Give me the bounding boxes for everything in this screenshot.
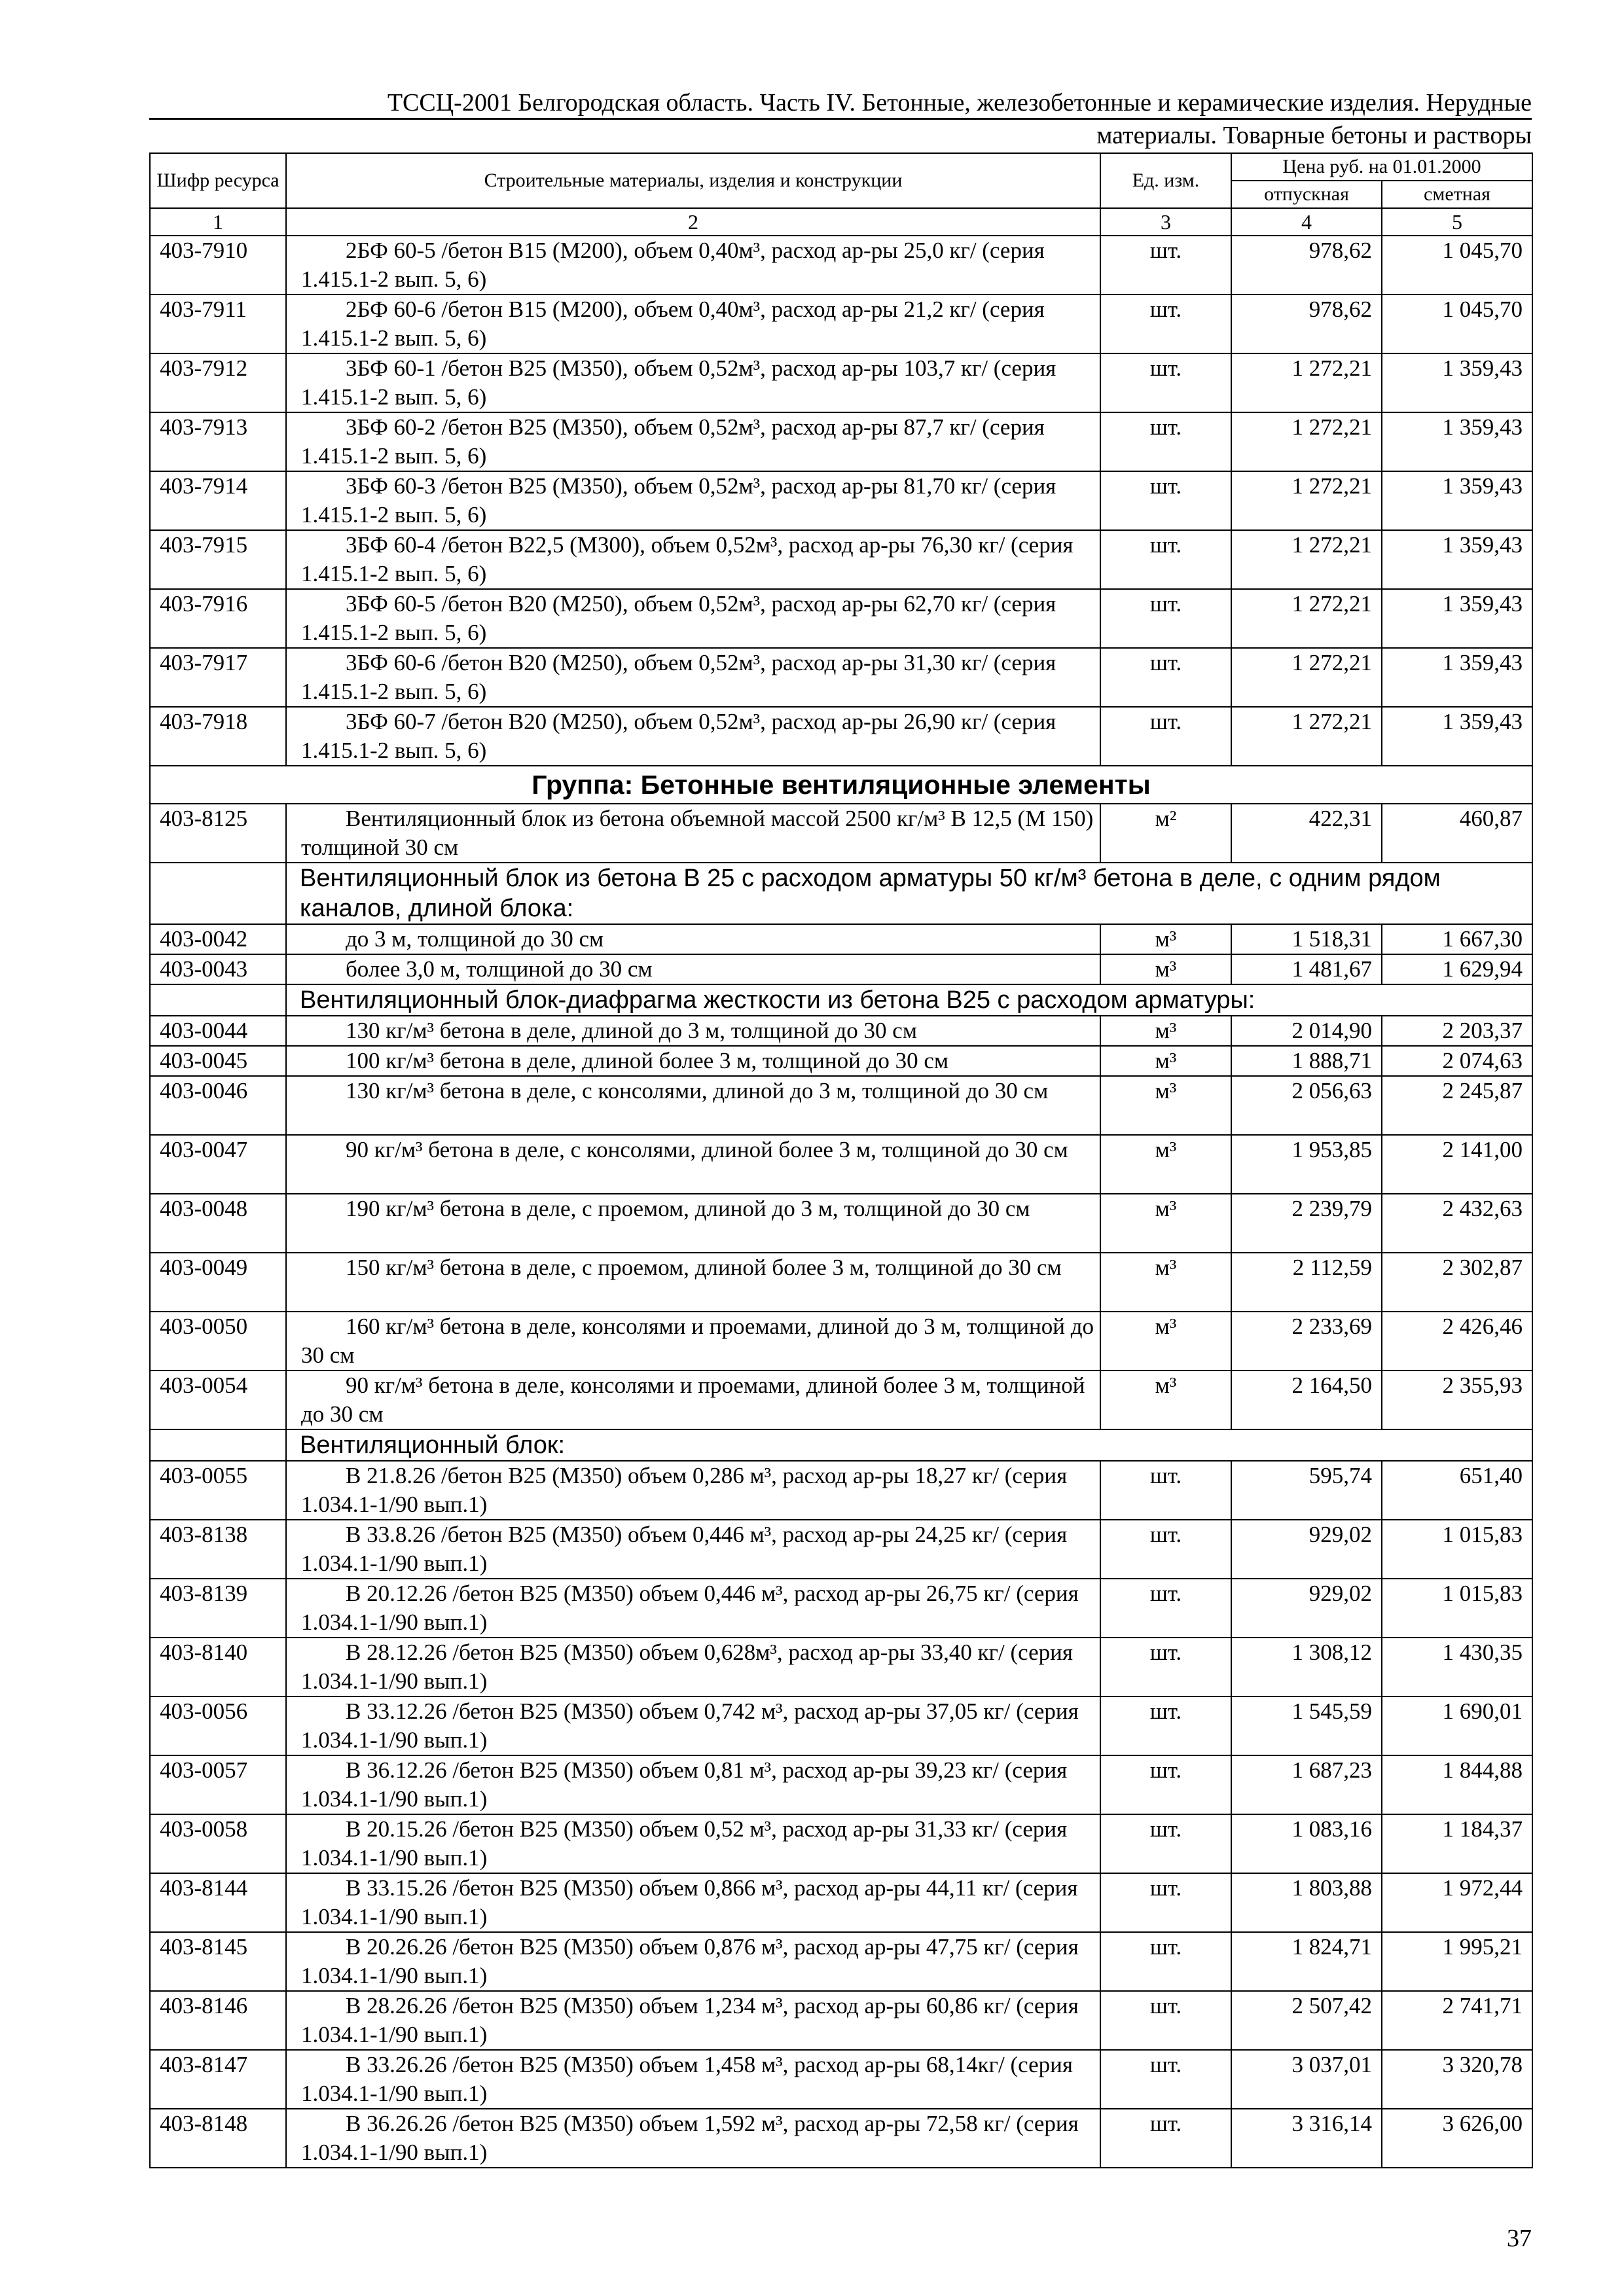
cell-estimate-price: 1 015,83 <box>1382 1520 1532 1579</box>
cell-unit: м² <box>1100 804 1231 863</box>
cell-code: 403-7916 <box>150 589 286 648</box>
col-header-release: отпускная <box>1231 181 1382 208</box>
cell-name: 3БФ 60-6 /бетон В20 (М250), объем 0,52м³, расход ар-ры 31,30 кг/ (серия 1.415.1-2 вып. 5, 6) <box>286 648 1100 707</box>
table-row <box>150 295 1532 353</box>
cell-unit: шт. <box>1100 1579 1231 1638</box>
cell-estimate-price: 1 690,01 <box>1382 1696 1532 1755</box>
cell-name: 90 кг/м³ бетона в деле, консолями и проемами, длиной более 3 м, толщиной до 30 см <box>286 1371 1100 1429</box>
table-row <box>150 1755 1532 1814</box>
cell-estimate-price: 2 245,87 <box>1382 1076 1532 1135</box>
cell-estimate-price: 1 359,43 <box>1382 353 1532 412</box>
cell-estimate-price: 1 995,21 <box>1382 1932 1532 1991</box>
cell-estimate-price: 2 426,46 <box>1382 1312 1532 1371</box>
cell-code: 403-7911 <box>150 295 286 353</box>
cell-unit: м³ <box>1100 1371 1231 1429</box>
table-row <box>150 2109 1532 2168</box>
cell-code: 403-8138 <box>150 1520 286 1579</box>
cell-unit: шт. <box>1100 1755 1231 1814</box>
cell-release-price: 1 687,23 <box>1231 1755 1382 1814</box>
cell-name: В 20.12.26 /бетон В25 (М350) объем 0,446 м³, расход ар-ры 26,75 кг/ (серия 1.034.1-1/90 вып.1) <box>286 1579 1100 1638</box>
subgroup-row <box>150 1429 1532 1461</box>
cell-release-price: 1 272,21 <box>1231 412 1382 471</box>
cell-release-price: 3 316,14 <box>1231 2109 1382 2168</box>
cell-unit: шт. <box>1100 1873 1231 1932</box>
cell-unit: шт. <box>1100 648 1231 707</box>
table-row <box>150 2050 1532 2109</box>
cell-code: 403-8148 <box>150 2109 286 2168</box>
subgroup-row <box>150 863 1532 924</box>
table-row <box>150 1016 1532 1046</box>
cell-release-price: 1 272,21 <box>1231 471 1382 530</box>
cell-estimate-price: 1 972,44 <box>1382 1873 1532 1932</box>
cell-code: 403-7912 <box>150 353 286 412</box>
cell-estimate-price: 651,40 <box>1382 1461 1532 1520</box>
cell-unit: шт. <box>1100 1520 1231 1579</box>
cell-name: 130 кг/м³ бетона в деле, длиной до 3 м, толщиной до 30 см <box>286 1016 1100 1046</box>
table-row <box>150 1194 1532 1253</box>
table-row <box>150 954 1532 984</box>
cell-code: 403-0046 <box>150 1076 286 1135</box>
subgroup-title: Вентиляционный блок из бетона В 25 с расходом арматуры 50 кг/м³ бетона в деле, с одним рядом каналов, длиной блока: <box>286 863 1532 924</box>
cell-release-price: 422,31 <box>1231 804 1382 863</box>
cell-release-price: 1 803,88 <box>1231 1873 1382 1932</box>
cell-release-price: 1 272,21 <box>1231 353 1382 412</box>
cell-code: 403-0048 <box>150 1194 286 1253</box>
cell-name: 2БФ 60-6 /бетон В15 (М200), объем 0,40м³, расход ар-ры 21,2 кг/ (серия 1.415.1-2 вып. 5, 6) <box>286 295 1100 353</box>
cell-release-price: 1 308,12 <box>1231 1638 1382 1696</box>
cell-unit: шт. <box>1100 707 1231 766</box>
col-header-name: Строительные материалы, изделия и конструкции <box>286 153 1100 208</box>
cell-name: 3БФ 60-2 /бетон В25 (М350), объем 0,52м³, расход ар-ры 87,7 кг/ (серия 1.415.1-2 вып. 5, 6) <box>286 412 1100 471</box>
cell-estimate-price: 2 355,93 <box>1382 1371 1532 1429</box>
cell-unit: шт. <box>1100 412 1231 471</box>
cell-estimate-price: 3 626,00 <box>1382 2109 1532 2168</box>
table-row <box>150 1696 1532 1755</box>
cell-release-price: 2 056,63 <box>1231 1076 1382 1135</box>
cell-release-price: 2 507,42 <box>1231 1991 1382 2050</box>
cell-unit: м³ <box>1100 1312 1231 1371</box>
cell-code: 403-0056 <box>150 1696 286 1755</box>
col-number-4: 4 <box>1231 208 1382 236</box>
cell-estimate-price: 1 184,37 <box>1382 1814 1532 1873</box>
cell-name: В 33.15.26 /бетон В25 (М350) объем 0,866 м³, расход ар-ры 44,11 кг/ (серия 1.034.1-1/90 вып.1) <box>286 1873 1100 1932</box>
cell-estimate-price: 1 015,83 <box>1382 1579 1532 1638</box>
cell-unit: м³ <box>1100 1194 1231 1253</box>
col-header-code: Шифр ресурса <box>150 153 286 208</box>
cell-code: 403-8139 <box>150 1579 286 1638</box>
cell-code: 403-0049 <box>150 1253 286 1312</box>
table-row <box>150 1814 1532 1873</box>
cell-code: 403-8144 <box>150 1873 286 1932</box>
cell-unit: шт. <box>1100 236 1231 295</box>
cell-estimate-price: 2 074,63 <box>1382 1046 1532 1076</box>
cell-estimate-price: 460,87 <box>1382 804 1532 863</box>
cell-unit: шт. <box>1100 471 1231 530</box>
cell-code: 403-0058 <box>150 1814 286 1873</box>
cell-code: 403-8145 <box>150 1932 286 1991</box>
cell-code: 403-7914 <box>150 471 286 530</box>
table-row <box>150 1579 1532 1638</box>
running-header-line-2: материалы. Товарные бетоны и растворы <box>1096 122 1532 149</box>
cell-name: 130 кг/м³ бетона в деле, с консолями, длиной до 3 м, толщиной до 30 см <box>286 1076 1100 1135</box>
table-row <box>150 648 1532 707</box>
cell-code: 403-7918 <box>150 707 286 766</box>
cell-code: 403-7910 <box>150 236 286 295</box>
cell-name: В 20.26.26 /бетон В25 (М350) объем 0,876 м³, расход ар-ры 47,75 кг/ (серия 1.034.1-1/90 вып.1) <box>286 1932 1100 1991</box>
cell-release-price: 2 239,79 <box>1231 1194 1382 1253</box>
cell-code: 403-8140 <box>150 1638 286 1696</box>
table-row <box>150 1046 1532 1076</box>
cell-estimate-price: 1 045,70 <box>1382 236 1532 295</box>
cell-unit: м³ <box>1100 924 1231 954</box>
table-row <box>150 1312 1532 1371</box>
subgroup-title: Вентиляционный блок-диафрагма жесткости из бетона В25 с расходом арматуры: <box>286 984 1532 1016</box>
cell-name: В 33.26.26 /бетон В25 (М350) объем 1,458 м³, расход ар-ры 68,14кг/ (серия 1.034.1-1/90 вып.1) <box>286 2050 1100 2109</box>
cell-release-price: 978,62 <box>1231 236 1382 295</box>
cell-release-price: 1 272,21 <box>1231 648 1382 707</box>
cell-estimate-price: 1 359,43 <box>1382 412 1532 471</box>
table-row <box>150 1461 1532 1520</box>
cell-name: В 28.12.26 /бетон В25 (М350) объем 0,628м³, расход ар-ры 33,40 кг/ (серия 1.034.1-1/90 вып.1) <box>286 1638 1100 1696</box>
subgroup-row <box>150 984 1532 1016</box>
cell-name: В 36.12.26 /бетон В25 (М350) объем 0,81 м³, расход ар-ры 39,23 кг/ (серия 1.034.1-1/90 вып.1) <box>286 1755 1100 1814</box>
cell-name: 3БФ 60-7 /бетон В20 (М250), объем 0,52м³, расход ар-ры 26,90 кг/ (серия 1.415.1-2 вып. 5, 6) <box>286 707 1100 766</box>
cell-unit: шт. <box>1100 295 1231 353</box>
group-title: Группа: Бетонные вентиляционные элементы <box>150 766 1532 804</box>
cell-release-price: 3 037,01 <box>1231 2050 1382 2109</box>
cell-code: 403-8147 <box>150 2050 286 2109</box>
cell-name: 3БФ 60-1 /бетон В25 (М350), объем 0,52м³, расход ар-ры 103,7 кг/ (серия 1.415.1-2 вып. 5, 6) <box>286 353 1100 412</box>
cell-name: 3БФ 60-3 /бетон В25 (М350), объем 0,52м³, расход ар-ры 81,70 кг/ (серия 1.415.1-2 вып. 5, 6) <box>286 471 1100 530</box>
cell-unit: шт. <box>1100 530 1231 589</box>
cell-unit: шт. <box>1100 2109 1231 2168</box>
price-table <box>149 152 1533 2168</box>
table-row <box>150 1991 1532 2050</box>
cell-name: Вентиляционный блок из бетона объемной массой 2500 кг/м³ В 12,5 (М 150) толщиной 30 см <box>286 804 1100 863</box>
table-row <box>150 1932 1532 1991</box>
cell-code: 403-0054 <box>150 1371 286 1429</box>
cell-unit: м³ <box>1100 1016 1231 1046</box>
cell-name: 90 кг/м³ бетона в деле, с консолями, длиной более 3 м, толщиной до 30 см <box>286 1135 1100 1194</box>
table-row <box>150 353 1532 412</box>
col-header-price: Цена руб. на 01.01.2000 <box>1231 153 1532 181</box>
cell-unit: м³ <box>1100 1253 1231 1312</box>
cell-estimate-price: 1 667,30 <box>1382 924 1532 954</box>
cell-unit: м³ <box>1100 1046 1231 1076</box>
cell-code: 403-8146 <box>150 1991 286 2050</box>
cell-release-price: 2 014,90 <box>1231 1016 1382 1046</box>
cell-release-price: 1 824,71 <box>1231 1932 1382 1991</box>
cell-release-price: 978,62 <box>1231 295 1382 353</box>
cell-estimate-price: 1 430,35 <box>1382 1638 1532 1696</box>
cell-code: 403-0050 <box>150 1312 286 1371</box>
cell-estimate-price: 2 302,87 <box>1382 1253 1532 1312</box>
cell-estimate-price: 1 359,43 <box>1382 589 1532 648</box>
cell-name: до 3 м, толщиной до 30 см <box>286 924 1100 954</box>
cell-name: 190 кг/м³ бетона в деле, с проемом, длиной до 3 м, толщиной до 30 см <box>286 1194 1100 1253</box>
cell-release-price: 1 272,21 <box>1231 707 1382 766</box>
cell-unit: м³ <box>1100 1135 1231 1194</box>
cell-name: В 33.12.26 /бетон В25 (М350) объем 0,742 м³, расход ар-ры 37,05 кг/ (серия 1.034.1-1/90 вып.1) <box>286 1696 1100 1755</box>
table-row <box>150 1873 1532 1932</box>
cell-name: 3БФ 60-5 /бетон В20 (М250), объем 0,52м³, расход ар-ры 62,70 кг/ (серия 1.415.1-2 вып. 5, 6) <box>286 589 1100 648</box>
cell-estimate-price: 1 359,43 <box>1382 530 1532 589</box>
cell-unit: шт. <box>1100 2050 1231 2109</box>
table-row <box>150 804 1532 863</box>
cell-estimate-price: 1 359,43 <box>1382 648 1532 707</box>
table-row <box>150 1371 1532 1429</box>
cell-release-price: 2 164,50 <box>1231 1371 1382 1429</box>
cell-release-price: 1 545,59 <box>1231 1696 1382 1755</box>
cell-name: 2БФ 60-5 /бетон В15 (М200), объем 0,40м³, расход ар-ры 25,0 кг/ (серия 1.415.1-2 вып. 5, 6) <box>286 236 1100 295</box>
table-row <box>150 1638 1532 1696</box>
cell-unit: шт. <box>1100 1991 1231 2050</box>
cell-name: 150 кг/м³ бетона в деле, с проемом, длиной более 3 м, толщиной до 30 см <box>286 1253 1100 1312</box>
cell-code: 403-0045 <box>150 1046 286 1076</box>
cell-estimate-price: 2 741,71 <box>1382 1991 1532 2050</box>
group-row <box>150 766 1532 804</box>
table-row <box>150 924 1532 954</box>
cell-code: 403-0042 <box>150 924 286 954</box>
cell-code: 403-7915 <box>150 530 286 589</box>
cell-release-price: 595,74 <box>1231 1461 1382 1520</box>
cell-code: 403-0057 <box>150 1755 286 1814</box>
subgroup-title: Вентиляционный блок: <box>286 1429 1532 1461</box>
cell-release-price: 1 953,85 <box>1231 1135 1382 1194</box>
table-row <box>150 1253 1532 1312</box>
cell-unit: шт. <box>1100 1638 1231 1696</box>
table-row <box>150 1135 1532 1194</box>
cell-name: В 36.26.26 /бетон В25 (М350) объем 1,592 м³, расход ар-ры 72,58 кг/ (серия 1.034.1-1/90 вып.1) <box>286 2109 1100 2168</box>
table-row <box>150 236 1532 295</box>
col-number-5: 5 <box>1382 208 1532 236</box>
cell-release-price: 929,02 <box>1231 1579 1382 1638</box>
cell-estimate-price: 2 141,00 <box>1382 1135 1532 1194</box>
cell-name: В 33.8.26 /бетон В25 (М350) объем 0,446 м³, расход ар-ры 24,25 кг/ (серия 1.034.1-1/90 вып.1) <box>286 1520 1100 1579</box>
cell-name: 100 кг/м³ бетона в деле, длиной более 3 м, толщиной до 30 см <box>286 1046 1100 1076</box>
cell-code: 403-8125 <box>150 804 286 863</box>
cell-code: 403-7913 <box>150 412 286 471</box>
cell-name: В 28.26.26 /бетон В25 (М350) объем 1,234 м³, расход ар-ры 60,86 кг/ (серия 1.034.1-1/90 вып.1) <box>286 1991 1100 2050</box>
cell-estimate-price: 1 045,70 <box>1382 295 1532 353</box>
col-number-2: 2 <box>286 208 1100 236</box>
cell-unit: шт. <box>1100 353 1231 412</box>
cell-name: В 20.15.26 /бетон В25 (М350) объем 0,52 м³, расход ар-ры 31,33 кг/ (серия 1.034.1-1/90 вып.1) <box>286 1814 1100 1873</box>
cell-code: 403-0043 <box>150 954 286 984</box>
cell-release-price: 1 888,71 <box>1231 1046 1382 1076</box>
table-row <box>150 530 1532 589</box>
col-header-estimate: сметная <box>1382 181 1532 208</box>
cell-release-price: 929,02 <box>1231 1520 1382 1579</box>
cell-code: 403-0047 <box>150 1135 286 1194</box>
cell-unit: шт. <box>1100 1461 1231 1520</box>
col-number-1: 1 <box>150 208 286 236</box>
cell-release-price: 2 112,59 <box>1231 1253 1382 1312</box>
cell-estimate-price: 1 629,94 <box>1382 954 1532 984</box>
running-header-line-1: ТССЦ-2001 Белгородская область. Часть IV. Бетонные, железобетонные и керамические изделия. Нерудные <box>387 89 1532 117</box>
cell-unit: шт. <box>1100 1932 1231 1991</box>
cell-name: В 21.8.26 /бетон В25 (М350) объем 0,286 м³, расход ар-ры 18,27 кг/ (серия 1.034.1-1/90 вып.1) <box>286 1461 1100 1520</box>
cell-unit: шт. <box>1100 1696 1231 1755</box>
table-row <box>150 471 1532 530</box>
cell-release-price: 1 518,31 <box>1231 924 1382 954</box>
cell-estimate-price: 2 432,63 <box>1382 1194 1532 1253</box>
cell-code: 403-7917 <box>150 648 286 707</box>
cell-release-price: 2 233,69 <box>1231 1312 1382 1371</box>
cell-release-price: 1 083,16 <box>1231 1814 1382 1873</box>
col-header-unit: Ед. изм. <box>1100 153 1231 208</box>
table-row <box>150 1076 1532 1135</box>
cell-name: более 3,0 м, толщиной до 30 см <box>286 954 1100 984</box>
cell-unit: м³ <box>1100 954 1231 984</box>
cell-estimate-price: 1 359,43 <box>1382 707 1532 766</box>
cell-unit: м³ <box>1100 1076 1231 1135</box>
cell-estimate-price: 1 844,88 <box>1382 1755 1532 1814</box>
page-number: 37 <box>1507 2225 1532 2252</box>
cell-release-price: 1 272,21 <box>1231 530 1382 589</box>
cell-unit: шт. <box>1100 589 1231 648</box>
table-row <box>150 412 1532 471</box>
cell-code: 403-0055 <box>150 1461 286 1520</box>
cell-estimate-price: 3 320,78 <box>1382 2050 1532 2109</box>
cell-code: 403-0044 <box>150 1016 286 1046</box>
cell-release-price: 1 481,67 <box>1231 954 1382 984</box>
cell-estimate-price: 2 203,37 <box>1382 1016 1532 1046</box>
cell-unit: шт. <box>1100 1814 1231 1873</box>
table-row <box>150 707 1532 766</box>
cell-name: 160 кг/м³ бетона в деле, консолями и проемами, длиной до 3 м, толщиной до 30 см <box>286 1312 1100 1371</box>
table-row <box>150 1520 1532 1579</box>
table-row <box>150 589 1532 648</box>
cell-name: 3БФ 60-4 /бетон В22,5 (М300), объем 0,52м³, расход ар-ры 76,30 кг/ (серия 1.415.1-2 вып. 5, 6) <box>286 530 1100 589</box>
cell-estimate-price: 1 359,43 <box>1382 471 1532 530</box>
cell-release-price: 1 272,21 <box>1231 589 1382 648</box>
col-number-3: 3 <box>1100 208 1231 236</box>
